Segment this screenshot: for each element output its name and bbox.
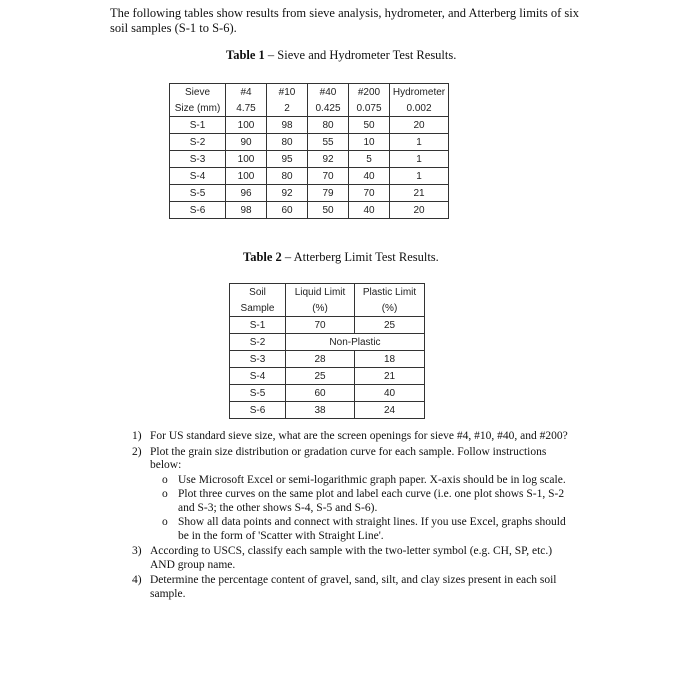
- table-cell: 1: [390, 151, 449, 168]
- table-row: [230, 334, 425, 351]
- table-header-cell: (%): [355, 300, 425, 317]
- table-cell: S-5: [230, 385, 286, 402]
- bullet-icon: o: [162, 516, 168, 528]
- table-cell: 40: [355, 385, 425, 402]
- table-row: [230, 368, 425, 385]
- table-cell: 79: [308, 185, 349, 202]
- table-header-cell: 2: [267, 100, 308, 117]
- table-cell: S-2: [230, 334, 286, 351]
- table-cell: 5: [349, 151, 390, 168]
- table-cell: 50: [349, 117, 390, 134]
- table2-header-row: [230, 284, 425, 301]
- table-cell: S-1: [230, 317, 286, 334]
- table-header-cell: #40: [308, 84, 349, 101]
- table-header-cell: Plastic Limit: [355, 284, 425, 301]
- table-cell: 80: [308, 117, 349, 134]
- table-cell: S-1: [170, 117, 226, 134]
- question-number: 3): [132, 545, 142, 557]
- table-cell: 100: [226, 151, 267, 168]
- table1-caption-label: Table 1: [226, 48, 265, 62]
- table-row: [230, 402, 425, 419]
- table-row: [170, 202, 449, 219]
- table-cell: S-4: [230, 368, 286, 385]
- table-cell: 20: [390, 202, 449, 219]
- table-row: [170, 168, 449, 185]
- table1-caption: [226, 48, 456, 63]
- table-header-cell: Size (mm): [170, 100, 226, 117]
- table-cell: S-6: [170, 202, 226, 219]
- nonplastic-label: Non-Plastic: [286, 334, 425, 351]
- question-text: Determine the percentage content of gravel, sand, silt, and clay sizes present in each soil sample.: [150, 574, 557, 600]
- question-text: Plot the grain size distribution or gradation curve for each sample. Follow instructions below:: [150, 445, 547, 471]
- atterberg-limit-table: [229, 283, 425, 419]
- table-cell: 98: [267, 117, 308, 134]
- question-number: 1): [132, 430, 142, 442]
- instruction-text: Plot three curves on the same plot and label each curve (i.e. one plot shows S-1, S-2 and S-3; the other shows S-4, S-5 and S-6).: [178, 488, 565, 514]
- table1-caption-text: – Sieve and Hydrometer Test Results.: [264, 48, 457, 62]
- instruction-text: Show all data points and connect with straight lines. If you use Excel, graphs should be in the form of 'Scatter with Straight Line'.: [178, 516, 566, 542]
- instruction-item: [150, 516, 578, 543]
- table-cell: 90: [226, 134, 267, 151]
- table-row: [170, 117, 449, 134]
- table-header-cell: (%): [286, 300, 355, 317]
- table-cell: 96: [226, 185, 267, 202]
- question-3: [132, 545, 578, 572]
- table2-header-row: [230, 300, 425, 317]
- table-cell: 38: [286, 402, 355, 419]
- question-2: [132, 446, 578, 544]
- table-row: [170, 151, 449, 168]
- table-cell: 60: [286, 385, 355, 402]
- table-cell: 92: [308, 151, 349, 168]
- table-header-cell: Sample: [230, 300, 286, 317]
- table-cell: 25: [355, 317, 425, 334]
- table-header-cell: #200: [349, 84, 390, 101]
- question-number: 4): [132, 574, 142, 586]
- table-header-cell: 0.425: [308, 100, 349, 117]
- table-row: [230, 351, 425, 368]
- table-header-cell: 0.075: [349, 100, 390, 117]
- table-cell: S-2: [170, 134, 226, 151]
- question-4: [132, 574, 578, 601]
- table2-caption-text: – Atterberg Limit Test Results.: [281, 250, 439, 264]
- table-cell: 55: [308, 134, 349, 151]
- table-cell: S-5: [170, 185, 226, 202]
- table-cell: S-3: [230, 351, 286, 368]
- table-cell: 10: [349, 134, 390, 151]
- table-header-cell: Soil: [230, 284, 286, 301]
- table-cell: 21: [355, 368, 425, 385]
- table-header-cell: #10: [267, 84, 308, 101]
- table-cell: 70: [286, 317, 355, 334]
- table-row: [230, 385, 425, 402]
- table-cell: 50: [308, 202, 349, 219]
- question-text: For US standard sieve size, what are the screen openings for sieve #4, #10, #40, and #200?: [150, 430, 568, 442]
- instruction-item: [150, 474, 578, 488]
- table-cell: 100: [226, 168, 267, 185]
- table-header-cell: Liquid Limit: [286, 284, 355, 301]
- intro-paragraph: The following tables show results from sieve analysis, hydrometer, and Atterberg limits of six soil samples (S-1 to S-6).: [110, 6, 579, 35]
- table-cell: S-3: [170, 151, 226, 168]
- bullet-icon: o: [162, 473, 168, 486]
- table-cell: 20: [390, 117, 449, 134]
- table-cell: 92: [267, 185, 308, 202]
- table-row: [170, 185, 449, 202]
- table-cell: 1: [390, 134, 449, 151]
- table-row: [230, 317, 425, 334]
- table-cell: 21: [390, 185, 449, 202]
- table-cell: S-4: [170, 168, 226, 185]
- question-list: [132, 430, 578, 603]
- instruction-text: Use Microsoft Excel or semi-logarithmic graph paper. X-axis should be in log scale.: [178, 473, 566, 486]
- table-header-cell: 0.002: [390, 100, 449, 117]
- table-header-cell: Hydrometer: [390, 84, 449, 101]
- table2-caption: [243, 250, 439, 265]
- table-header-cell: #4: [226, 84, 267, 101]
- sieve-hydrometer-table: [169, 83, 449, 219]
- question-number: 2): [132, 445, 142, 458]
- table2-caption-label: Table 2: [243, 250, 282, 264]
- table-row: [170, 134, 449, 151]
- table-cell: 80: [267, 168, 308, 185]
- table-cell: 70: [308, 168, 349, 185]
- table-cell: 70: [349, 185, 390, 202]
- table1-header-row: [170, 100, 449, 117]
- table-cell: 60: [267, 202, 308, 219]
- table-cell: 40: [349, 168, 390, 185]
- bullet-icon: o: [162, 488, 168, 500]
- question-text: According to USCS, classify each sample with the two-letter symbol (e.g. CH, SP, etc.) AND group name.: [150, 545, 553, 571]
- table1-header-row: [170, 84, 449, 101]
- table-cell: 40: [349, 202, 390, 219]
- table-cell: 80: [267, 134, 308, 151]
- table-header-cell: 4.75: [226, 100, 267, 117]
- table-cell: 1: [390, 168, 449, 185]
- table-cell: 100: [226, 117, 267, 134]
- table-cell: 95: [267, 151, 308, 168]
- table-cell: 28: [286, 351, 355, 368]
- instruction-item: [150, 488, 578, 515]
- table-cell: 18: [355, 351, 425, 368]
- table-cell: 25: [286, 368, 355, 385]
- table-header-cell: Sieve: [170, 84, 226, 101]
- table-cell: 98: [226, 202, 267, 219]
- table-cell: 24: [355, 402, 425, 419]
- question-1: [132, 430, 578, 444]
- table-cell: S-6: [230, 402, 286, 419]
